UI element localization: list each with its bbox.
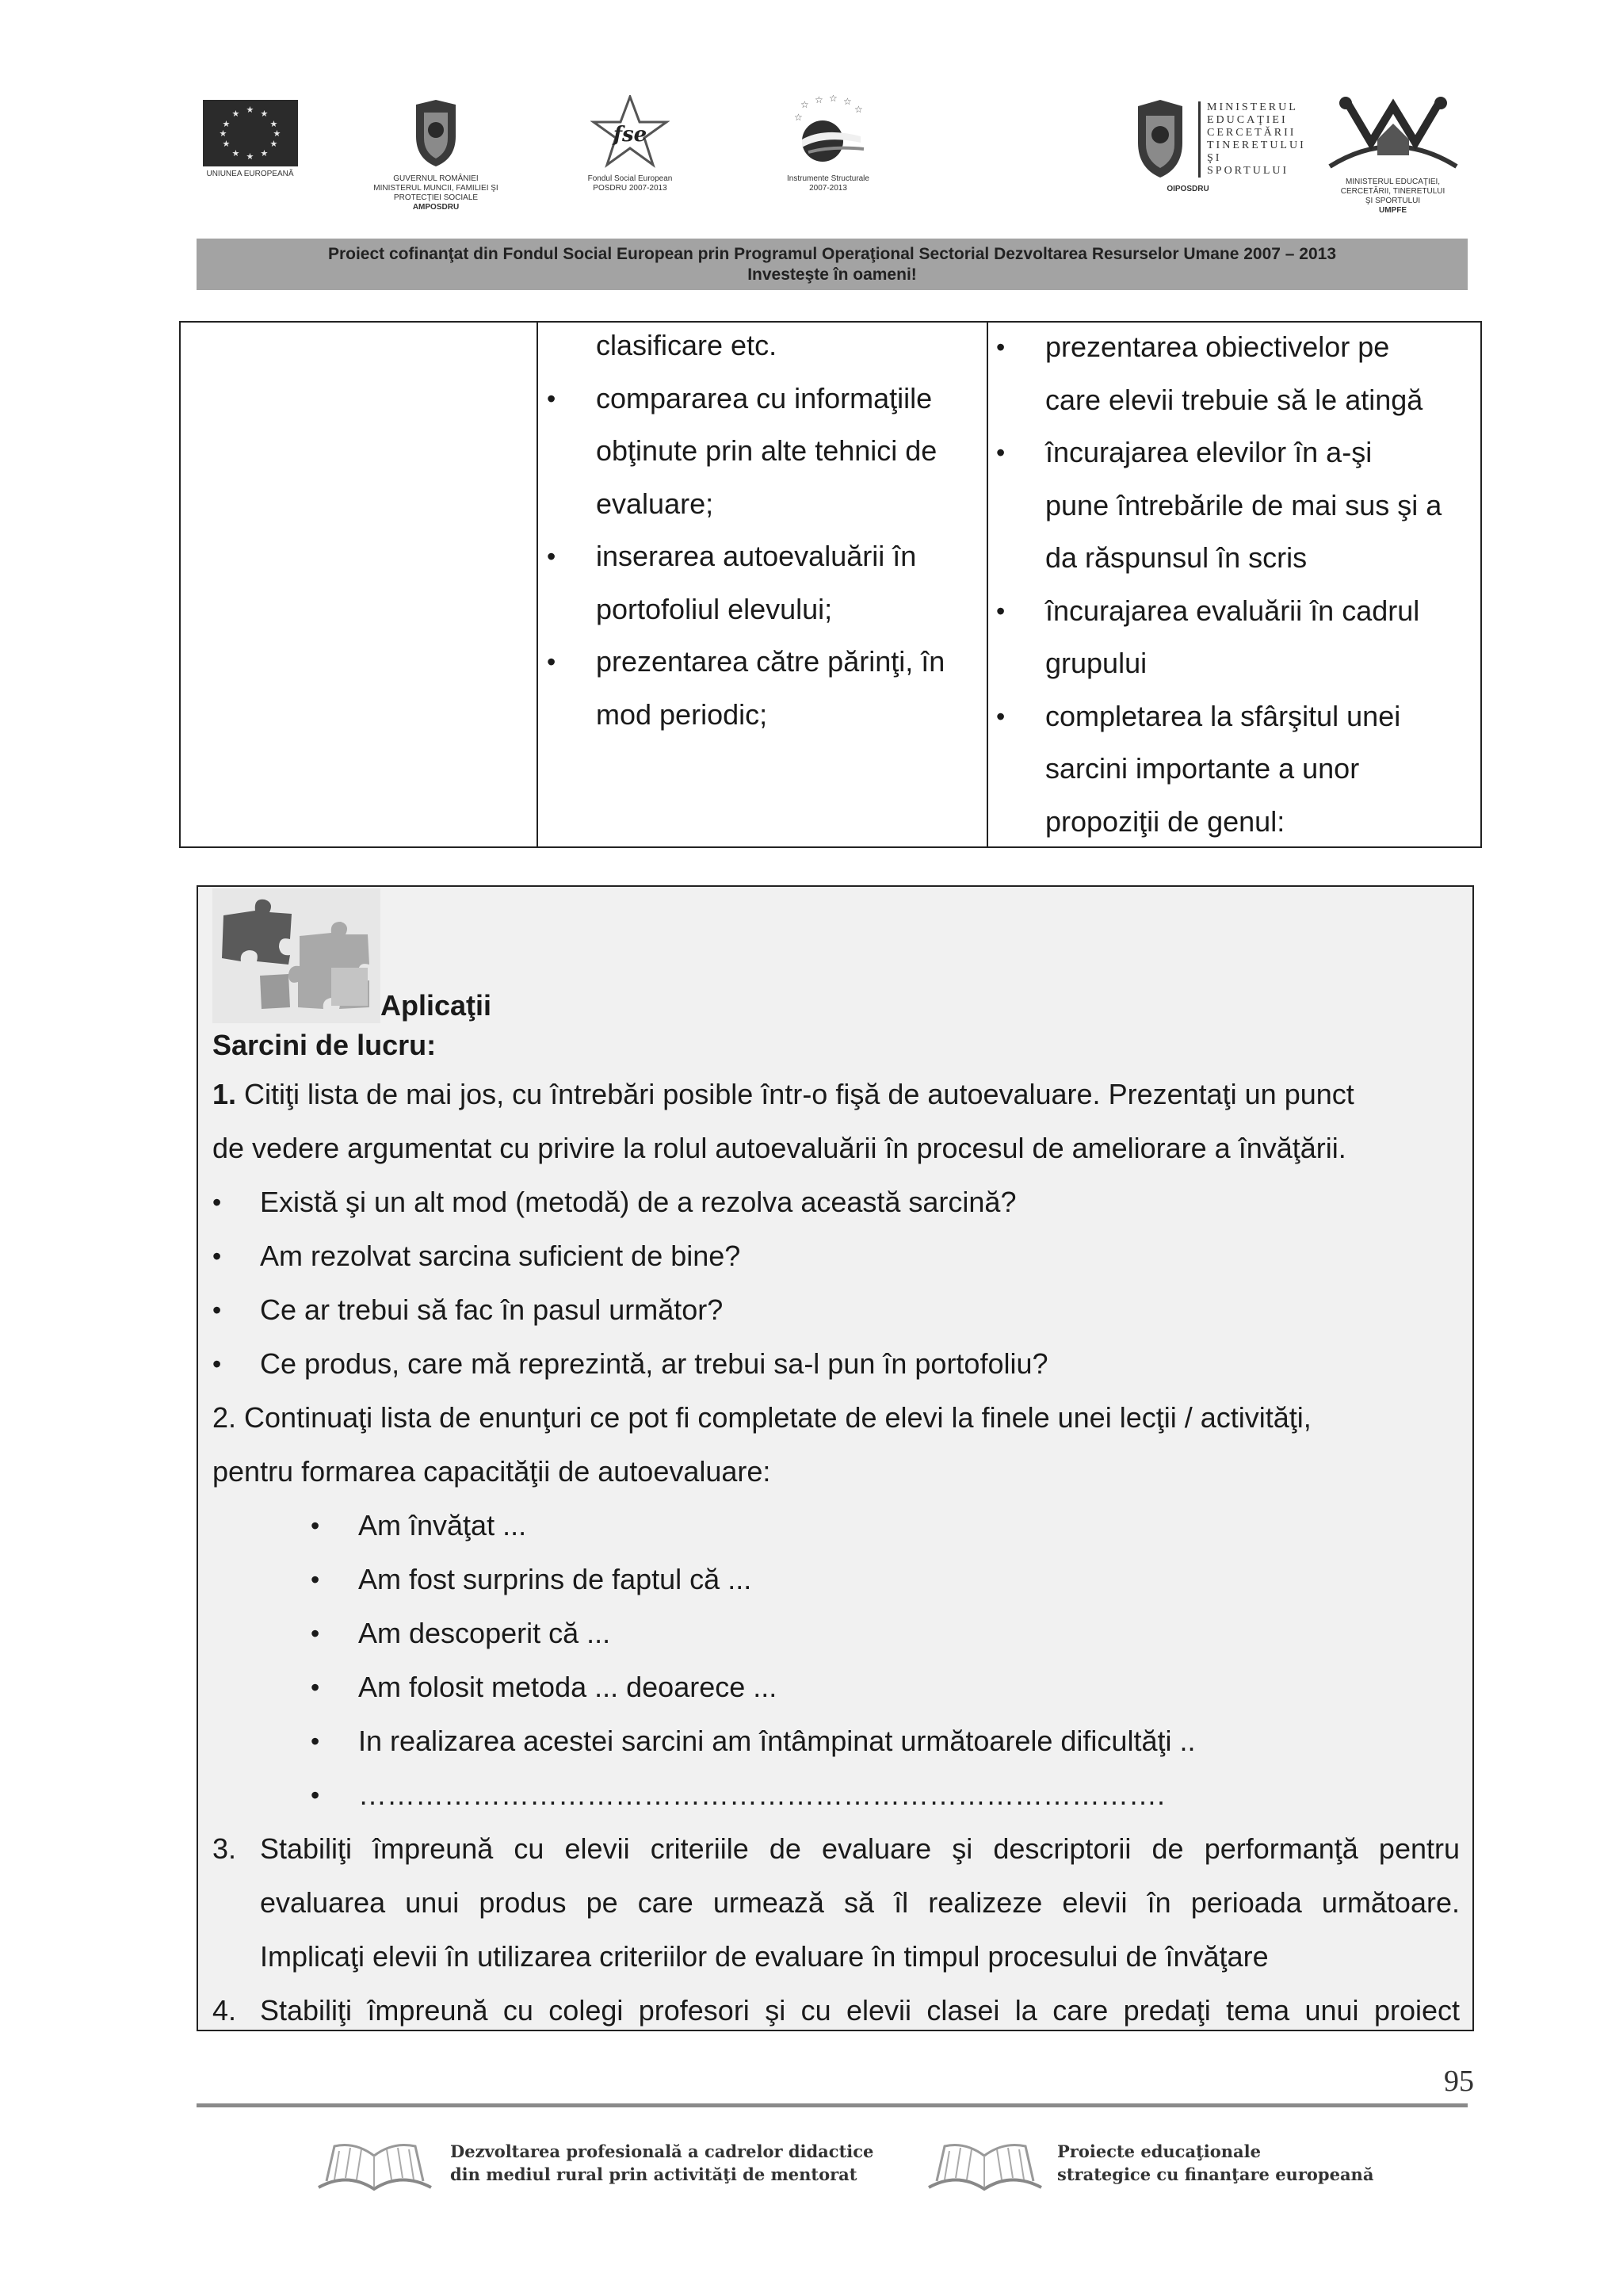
task-3-number: 3. (212, 1832, 237, 1865)
task-1-question: Am rezolvat sarcina suficient de bine? (260, 1240, 741, 1272)
footer-right-text (1057, 2140, 1373, 2186)
banner-line-2: Investeşte în oameni! (747, 266, 917, 284)
task-3-line: Implicaţi elevii în utilizarea criteriilor de evaluare în timpul procesului de învăţare (260, 1940, 1269, 1973)
table-line: mod periodic; (596, 697, 768, 731)
umpfe-label: UMPFE (1379, 206, 1407, 215)
table-divider (537, 323, 538, 846)
bullet: • (311, 1619, 320, 1648)
footer-left-line-1: Dezvoltarea profesională a cadrelor didactice (450, 2141, 874, 2161)
table-bullet-item: • încurajarea elevilor în a-şi (1045, 426, 1481, 479)
table-line: care elevii trebuie să le atingă (1045, 383, 1423, 416)
task-3-line: Stabiliţi împreună cu elevii criteriile de evaluare şi descriptorii de performanţă pentru (260, 1832, 1460, 1865)
table-line: sarcini importante a unor (1045, 752, 1360, 785)
task-2-line-2: pentru formarea capacităţii de autoevaluare: (212, 1455, 771, 1488)
svg-text:☆: ☆ (843, 96, 852, 107)
umpfe-caption: MINISTERUL EDUCAŢIEI, CERCETĂRII, TINERETULUI ŞI SPORTULUI (1340, 178, 1445, 205)
footer-left-line-2: din mediul rural prin activităţi de mentorat (450, 2164, 857, 2184)
tasks-subtitle: Sarcini de lucru: (212, 1029, 437, 1061)
table-bullet-item: • inserarea autoevaluării în (596, 530, 984, 583)
svg-text:☆: ☆ (815, 95, 823, 105)
task-1-question: Ce ar trebui să fac în pasul următor? (260, 1293, 724, 1326)
applications-title: Aplicaţii (380, 989, 492, 1022)
page-number: 95 (1444, 2065, 1474, 2098)
task-1-line-2: de vedere argumentat cu privire la rolul autoevaluării în procesul de ameliorare a învăţării. (212, 1132, 1346, 1164)
task-1-question: Ce produs, care mă reprezintă, ar trebui sa-l pun în portofoliu? (260, 1347, 1048, 1380)
table-bullet-item: • completarea la sfârşitul unei (1045, 690, 1481, 743)
ministry-coat-of-arms-icon (1128, 100, 1192, 179)
footer-rule (197, 2103, 1468, 2107)
bullet: • (311, 1565, 320, 1594)
bullet: • (212, 1296, 222, 1324)
banner-line-1: Proiect cofinanţat din Fondul Social European prin Programul Operaţional Sectorial Dezvoltarea Resurselor Umane 2007 – 2013 (327, 245, 1337, 263)
open-book-icon (315, 2140, 434, 2197)
table-bullet-item: • compararea cu informaţiile (596, 372, 984, 426)
table-line: evaluare; (596, 487, 714, 520)
bullet: • (212, 1350, 222, 1378)
footer-right-line-2: strategice cu finanţare europeană (1057, 2164, 1374, 2184)
bullet: • (212, 1188, 222, 1217)
task-3-line: evaluarea unui produs pe care urmează să îl realizeze elevii în perioada următoare. (260, 1886, 1460, 1919)
task-2-item: Am folosit metoda ... deoarece ... (358, 1671, 777, 1703)
table-bullet-item: • prezentarea către părinţi, în (596, 636, 984, 689)
task-2-item: …………………………………………………………………………. (358, 1778, 1166, 1811)
svg-text:☆: ☆ (794, 112, 803, 123)
table-line: propoziţii de genul: (1045, 804, 1285, 838)
ministry-logo (1128, 100, 1306, 193)
task-4-line: Stabiliţi împreună cu colegi profesori şi cu elevii clasei la care predaţi tema unui proiect (260, 1994, 1460, 2027)
task-1-line-1 (212, 1077, 1354, 1112)
task-1-text: Citiţi lista de mai jos, cu întrebări posible într-o fişă de autoevaluare. Prezentaţi un punct (236, 1078, 1354, 1110)
task-2-item: In realizarea acestei sarcini am întâmpinat următoarele dificultăţi .. (358, 1725, 1196, 1757)
table-column-middle (596, 319, 984, 741)
table-line: portofoliul elevului; (596, 592, 833, 625)
fse-caption: Fondul Social European POSDRU 2007-2013 (587, 174, 673, 193)
fse-star-icon (590, 95, 670, 168)
puzzle-icon (212, 888, 380, 1023)
structural-instruments-caption: Instrumente Structurale 2007-2013 (787, 174, 869, 193)
bullet: • (212, 1242, 222, 1270)
task-2-line-1: 2. Continuaţi lista de enunţuri ce pot fi completate de elevi la finele unei lecţii / activităţi, (212, 1401, 1312, 1434)
table-line: grupului (1045, 647, 1148, 679)
coat-of-arms-icon (408, 100, 464, 168)
table-column-right (1045, 321, 1481, 848)
fse-mark: fse (613, 123, 647, 147)
eu-caption: UNIUNEA EUROPEANĂ (206, 170, 294, 178)
cofinancing-banner (197, 239, 1468, 290)
table-line: pune întrebările de mai sus şi a (1045, 488, 1442, 521)
table-line: clasificare etc. (596, 329, 777, 361)
structural-instruments-icon (785, 95, 872, 168)
continuation-table (179, 321, 1482, 848)
bullet: • (311, 1727, 320, 1755)
government-logo (361, 100, 511, 212)
task-2-item: Am învăţat ... (358, 1509, 527, 1541)
umpfe-icon (1322, 95, 1465, 171)
eu-flag-icon: ★ ★ ★ ★ ★ ★ ★ ★ ★ ★ ★ ★ (203, 100, 298, 166)
ministry-name: MINISTERUL EDUCAŢIEI CERCETĂRII TINERETULUI ŞI SPORTULUI (1198, 101, 1306, 178)
table-bullet-item: • încurajarea evaluării în cadrul (1045, 585, 1481, 638)
footer-right-line-1: Proiecte educaţionale (1057, 2141, 1261, 2161)
open-book-icon (926, 2140, 1044, 2197)
svg-text:☆: ☆ (800, 99, 809, 110)
bullet: • (311, 1673, 320, 1702)
task-2-item: Am fost surprins de faptul că ... (358, 1563, 752, 1595)
table-bullet-item: • prezentarea obiectivelor pe (1045, 321, 1481, 374)
puzzle-image (212, 888, 380, 1023)
applications-box (197, 885, 1474, 2031)
bullet: • (311, 1511, 320, 1540)
table-line: obţinute prin alte tehnici de (596, 434, 938, 467)
task-4-number: 4. (212, 1994, 237, 2027)
umpfe-logo (1316, 95, 1470, 216)
table-line: da răspunsul în scris (1045, 541, 1308, 574)
fse-logo (571, 95, 689, 193)
amposdru-label: AMPOSDRU (412, 203, 460, 212)
bullet: • (311, 1781, 320, 1809)
table-divider (987, 323, 988, 846)
eu-logo (197, 100, 304, 179)
task-1-question: Există şi un alt mod (metodă) de a rezolva această sarcină? (260, 1186, 1017, 1218)
task-2-item: Am descoperit că ... (358, 1617, 611, 1649)
svg-text:☆: ☆ (829, 95, 838, 104)
structural-instruments-logo (773, 95, 884, 193)
oiposdru-label: OIPOSDRU (1167, 185, 1209, 193)
footer-left-text (450, 2140, 873, 2186)
task-1-number: 1. (212, 1078, 237, 1110)
government-caption: GUVERNUL ROMÂNIEI MINISTERUL MUNCII, FAMILIEI ŞI PROTECŢIEI SOCIALE (373, 174, 498, 202)
svg-text:☆: ☆ (854, 104, 863, 115)
